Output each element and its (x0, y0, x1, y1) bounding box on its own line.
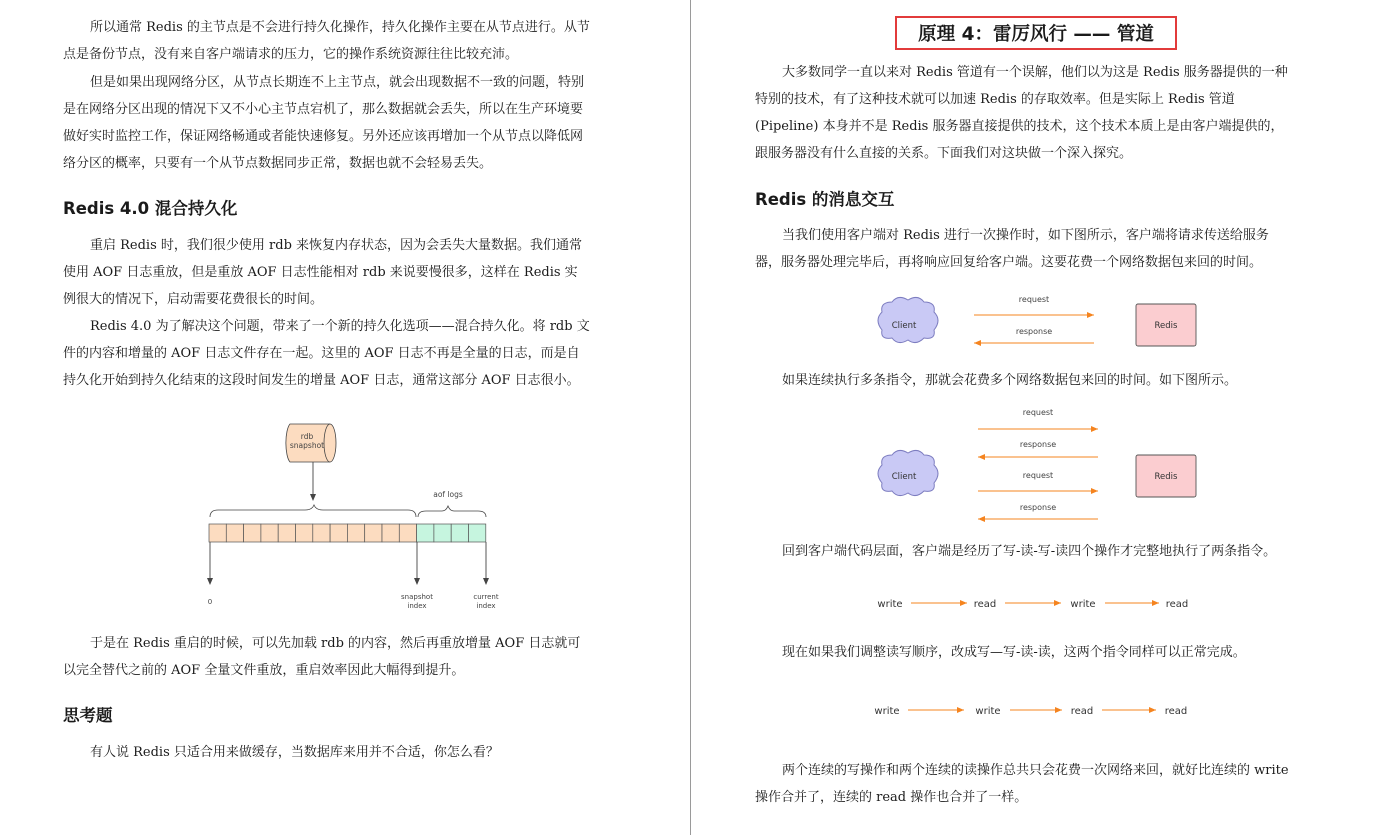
text-line: 如果连续执行多条指令，那就会花费多个网络数据包来回的时间。如下图所示。 (782, 373, 1238, 388)
section-heading-hybrid-persistence: Redis 4.0 混合持久化 (63, 199, 238, 218)
client-label: Client (891, 321, 917, 331)
rdb-cell (244, 524, 261, 542)
single-roundtrip-diagram (868, 290, 1208, 360)
response-label: response (1015, 327, 1053, 336)
text-line: 特别的技术，有了这种技术就可以加速 Redis 的存取效率。但是实际上 Redis 管道 (755, 92, 1235, 107)
text-line: 跟服务器没有什么直接的关系。下面我们对这块做一个深入探究。 (755, 146, 1133, 161)
paragraph-restart-load (63, 630, 623, 684)
paragraph-replica-persistence (63, 14, 623, 68)
text-line: (Pipeline) 本身并不是 Redis 服务器直接提供的技术，这个技术本质上是由客户端提供的， (755, 119, 1284, 134)
zero-arrowhead (207, 578, 213, 585)
multi-roundtrip-diagram (876, 403, 1216, 528)
write-read-flow (863, 590, 1213, 616)
text-line: Redis 4.0 为了解决这个问题，带来了一个新的持久化选项——混合持久化。将 rdb 文 (90, 319, 590, 334)
paragraph-single-request (755, 222, 1317, 276)
text-line: 重启 Redis 时，我们很少使用 rdb 来恢复内存状态，因为会丢失大量数据。我们通常 (90, 238, 583, 253)
flow-step-4: read (1165, 599, 1189, 610)
text-line: 使用 AOF 日志重放，但是重放 AOF 日志性能相对 rdb 来说要慢很多，这样在 Redis 实 (63, 265, 578, 280)
cylinder-label-2: snapshot (289, 441, 325, 450)
rdb-cell (313, 524, 330, 542)
paragraph-multiple-requests (755, 367, 1317, 394)
rdb-snapshot-cylinder (286, 424, 336, 462)
aof-log-cell (451, 524, 468, 542)
client-cloud-icon (878, 297, 938, 342)
client-label: Client (891, 472, 917, 482)
text-line: 点是备份节点，没有来自客户端请求的压力，它的操作系统资源往往比较充沛。 (63, 47, 519, 62)
snapshot-index-arrowhead (414, 578, 420, 585)
response-label-1: response (1019, 440, 1057, 449)
paragraph-merged-roundtrip (755, 757, 1317, 811)
flow-step-1: write (874, 706, 900, 717)
rdb-cell (382, 524, 399, 542)
text-line: 做好实时监控工作，保证网络畅通或者能快速修复。另外还应该再增加一个从节点以降低网 (63, 129, 584, 144)
right-page (693, 0, 1379, 835)
write-write-read-read-flow (858, 697, 1213, 723)
current-index-arrowhead (483, 578, 489, 585)
aof-log-cell (469, 524, 486, 542)
flow-step-3: read (1070, 706, 1094, 717)
text-line: 络分区的概率，只要有一个从节点数据同步正常，数据也就不会轻易丢失。 (63, 156, 493, 171)
section-heading-exercise: 思考题 (63, 706, 113, 725)
current-index-label-2: index (476, 602, 496, 610)
rdb-cell (261, 524, 278, 542)
cylinder-arrowhead (310, 494, 316, 501)
text-line: 回到客户端代码层面，客户端是经历了写-读-写-读四个操作才完整地执行了两条指令。 (782, 544, 1277, 559)
response-label-2: response (1019, 503, 1057, 512)
text-line: 持久化开始到持久化结束的这段时间发生的增量 AOF 日志，通常这部分 AOF 日志很小。 (63, 373, 580, 388)
text-line: 于是在 Redis 重启的时候，可以先加载 rdb 的内容，然后再重放增量 AOF 日志就可 (90, 636, 581, 651)
zero-label: 0 (207, 598, 213, 606)
text-line: 当我们使用客户端对 Redis 进行一次操作时，如下图所示，客户端将请求传送给服务 (782, 228, 1269, 243)
section-heading-message-interaction: Redis 的消息交互 (755, 190, 895, 209)
hybrid-persistence-diagram (190, 410, 510, 620)
rdb-cell (399, 524, 416, 542)
request-label-2: request (1022, 471, 1054, 480)
paragraph-hybrid-option (63, 313, 623, 394)
request-label: request (1018, 295, 1050, 304)
flow-step-1: write (877, 599, 903, 610)
rdb-cell (347, 524, 364, 542)
aof-log-cell (434, 524, 451, 542)
log-cells (209, 524, 486, 542)
rdb-cell (226, 524, 243, 542)
page-divider (690, 0, 691, 835)
aof-log-cell (417, 524, 434, 542)
paragraph-restart (63, 232, 623, 313)
request-label-1: request (1022, 408, 1054, 417)
rdb-cell (296, 524, 313, 542)
paragraph-network-partition (63, 69, 623, 177)
redis-label: Redis (1154, 472, 1178, 482)
flow-step-3: write (1070, 599, 1096, 610)
aof-logs-label: aof logs (433, 490, 463, 499)
rdb-cell (365, 524, 382, 542)
cylinder-label-1: rdb (300, 432, 314, 441)
paragraph-question (63, 739, 623, 766)
flow-step-2: write (975, 706, 1001, 717)
text-line: 有人说 Redis 只适合用来做缓存，当数据库来用并不合适，你怎么看？ (90, 745, 499, 760)
text-line: 现在如果我们调整读写顺序，改成写—写-读-读，这两个指令同样可以正常完成。 (782, 645, 1246, 660)
text-line: 两个连续的写操作和两个连续的读操作总共只会花费一次网络来回，就好比连续的 write (782, 763, 1289, 778)
text-line: 操作合并了，连续的 read 操作也合并了一样。 (755, 790, 1028, 805)
rdb-cell (278, 524, 295, 542)
snapshot-index-label-2: index (407, 602, 427, 610)
paragraph-reordered (755, 639, 1317, 666)
text-line: 器，服务器处理完毕后，再将响应回复给客户端。这要花费一个网络数据包来回的时间。 (755, 255, 1263, 270)
paragraph-write-read-order (755, 538, 1317, 565)
rdb-cell (330, 524, 347, 542)
text-line: 以完全替代之前的 AOF 全量文件重放，重启效率因此大幅得到提升。 (63, 663, 465, 678)
paragraph-pipeline-intro (755, 59, 1317, 167)
text-line: 但是如果出现网络分区，从节点长期连不上主节点，就会出现数据不一致的问题，特别 (90, 75, 585, 90)
flow-step-2: read (973, 599, 997, 610)
chapter-title: 原理 4：雷厉风行 —— 管道 (895, 16, 1177, 50)
rdb-cell (209, 524, 226, 542)
text-line: 所以通常 Redis 的主节点是不会进行持久化操作，持久化操作主要在从节点进行。从节 (90, 20, 590, 35)
text-line: 例很大的情况下，启动需要花费很长的时间。 (63, 292, 324, 307)
flow-step-4: read (1164, 706, 1188, 717)
current-index-label-1: current (473, 593, 499, 601)
text-line: 是在网络分区出现的情况下又不小心主节点宕机了，那么数据就会丢失，所以在生产环境要 (63, 102, 584, 117)
redis-label: Redis (1154, 321, 1178, 331)
aof-brace (418, 506, 486, 517)
text-line: 大多数同学一直以来对 Redis 管道有一个误解，他们以为这是 Redis 服务器提供的一种 (782, 65, 1288, 80)
snapshot-index-label-1: snapshot (401, 593, 433, 601)
rdb-brace (210, 505, 416, 517)
text-line: 件的内容和增量的 AOF 日志文件存在一起。这里的 AOF 日志不再是全量的日志，而是自 (63, 346, 580, 361)
